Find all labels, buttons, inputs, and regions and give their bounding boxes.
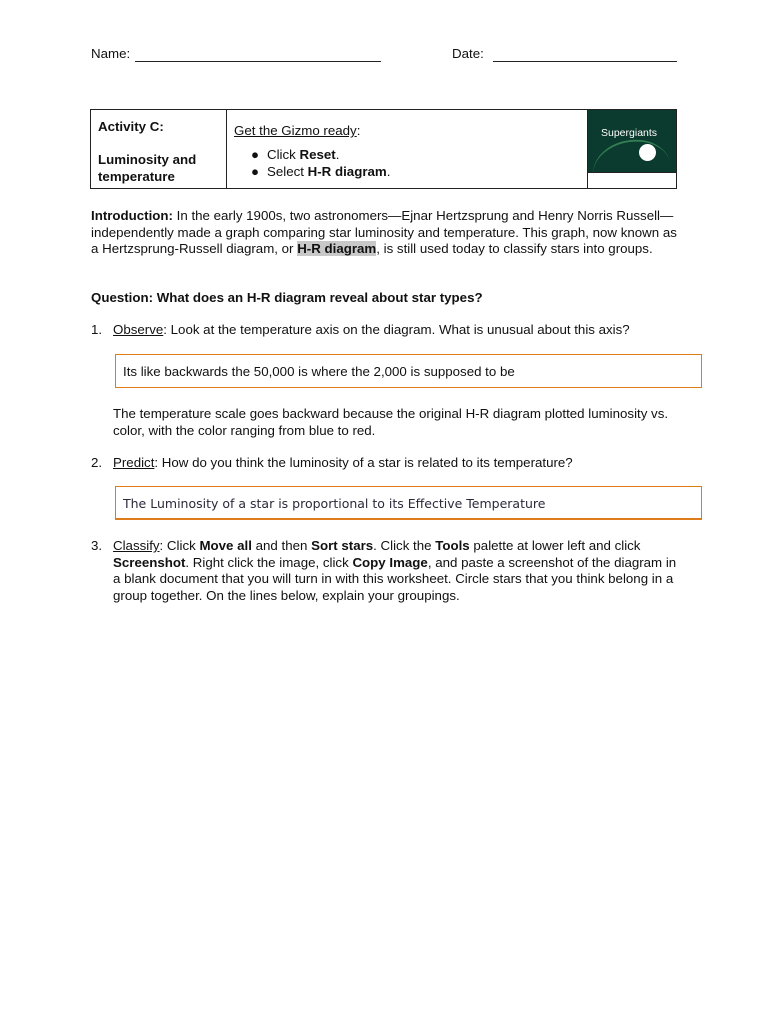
bold-run: Tools: [435, 538, 470, 553]
gizmo-instructions-cell: [227, 110, 588, 188]
question-prompt: : Look at the temperature axis on the diagram. What is unusual about this axis?: [163, 322, 630, 337]
answer-text: The Luminosity of a star is proportional to its Effective Temperature: [123, 496, 546, 511]
intro-label: Introduction:: [91, 208, 173, 223]
bold-run: Move all: [199, 538, 252, 553]
step-suffix: .: [335, 147, 340, 162]
thumbnail-label: Supergiants: [601, 127, 658, 139]
question-number: 3.: [91, 538, 103, 553]
activity-table: [90, 109, 677, 189]
answer-box-2[interactable]: [115, 486, 702, 520]
question-text: [113, 322, 683, 339]
bold-run: Screenshot: [113, 554, 186, 570]
text-run: and then: [251, 538, 312, 553]
bold-run: Sort stars: [311, 538, 374, 553]
question-prompt: : How do you think the luminosity of a star is related to its temperature?: [154, 455, 573, 470]
gizmo-ready-text: Get the Gizmo ready: [234, 123, 357, 138]
step-bold: Reset: [299, 147, 336, 162]
gizmo-steps-list: [234, 146, 390, 180]
list-item: [234, 146, 390, 163]
question-text: [113, 538, 683, 604]
list-item: [234, 163, 390, 180]
step-prefix: Click: [267, 147, 300, 162]
question-text: [113, 455, 683, 472]
activity-title-cell: [91, 110, 227, 188]
intro-text-2: , is still used today to classify stars into groups.: [376, 241, 653, 256]
question-label: Predict: [113, 455, 155, 470]
text-run: : Click: [159, 538, 200, 553]
name-label: Name:: [91, 46, 131, 61]
star-icon: [639, 144, 656, 161]
thumbnail-cell: [588, 110, 676, 188]
bullet-icon: ●: [251, 147, 260, 162]
activity-subtitle: Luminosity and temperature: [98, 152, 197, 184]
introduction-paragraph: [91, 208, 681, 258]
supergiants-thumbnail: [588, 110, 676, 173]
bullet-icon: ●: [251, 164, 260, 179]
date-label: Date:: [452, 46, 484, 61]
bold-run: Copy Image: [352, 554, 428, 570]
question-label: Observe: [113, 322, 164, 337]
text-run: , and paste a screenshot of the diagram in a blank document that you will turn in with this worksheet. Circle stars that you think belong in a group together. On the lines below, explain your groupings.: [113, 554, 677, 603]
explanation-note: The temperature scale goes backward because the original H-R diagram plotted luminosity vs. color, with the color ranging from blue to red.: [113, 406, 669, 438]
question-number: 2.: [91, 455, 103, 470]
text-run: . Right click the image, click: [185, 554, 353, 570]
date-field-line[interactable]: [493, 61, 677, 62]
gizmo-ready-colon: :: [356, 123, 361, 138]
question-label: Classify: [113, 538, 160, 553]
name-field-line[interactable]: [135, 61, 381, 62]
step-bold: H-R diagram: [307, 164, 387, 179]
answer-text: Its like backwards the 50,000 is where the 2,000 is supposed to be: [123, 364, 515, 379]
intro-text-1: In the early 1900s, two astronomers—Ejnar Hertzsprung and Henry Norris Russell—independently made a graph comparing star luminosity and temperature. This graph, now known as a Hertzsprung-Russell diagram, or: [91, 208, 677, 256]
step-prefix: Select: [267, 164, 308, 179]
step-suffix: .: [386, 164, 391, 179]
answer-box-1[interactable]: [115, 354, 702, 388]
hr-diagram-highlight: H-R diagram: [297, 241, 377, 256]
text-run: palette at lower left and click: [469, 538, 641, 553]
text-run: . Click the: [373, 538, 436, 553]
activity-title: Activity C:: [98, 119, 164, 134]
main-question: Question: What does an H-R diagram reveal about star types?: [91, 290, 483, 305]
thumbnail-arc: [588, 134, 675, 207]
gizmo-ready-heading: [234, 122, 360, 139]
question-number: 1.: [91, 322, 103, 337]
